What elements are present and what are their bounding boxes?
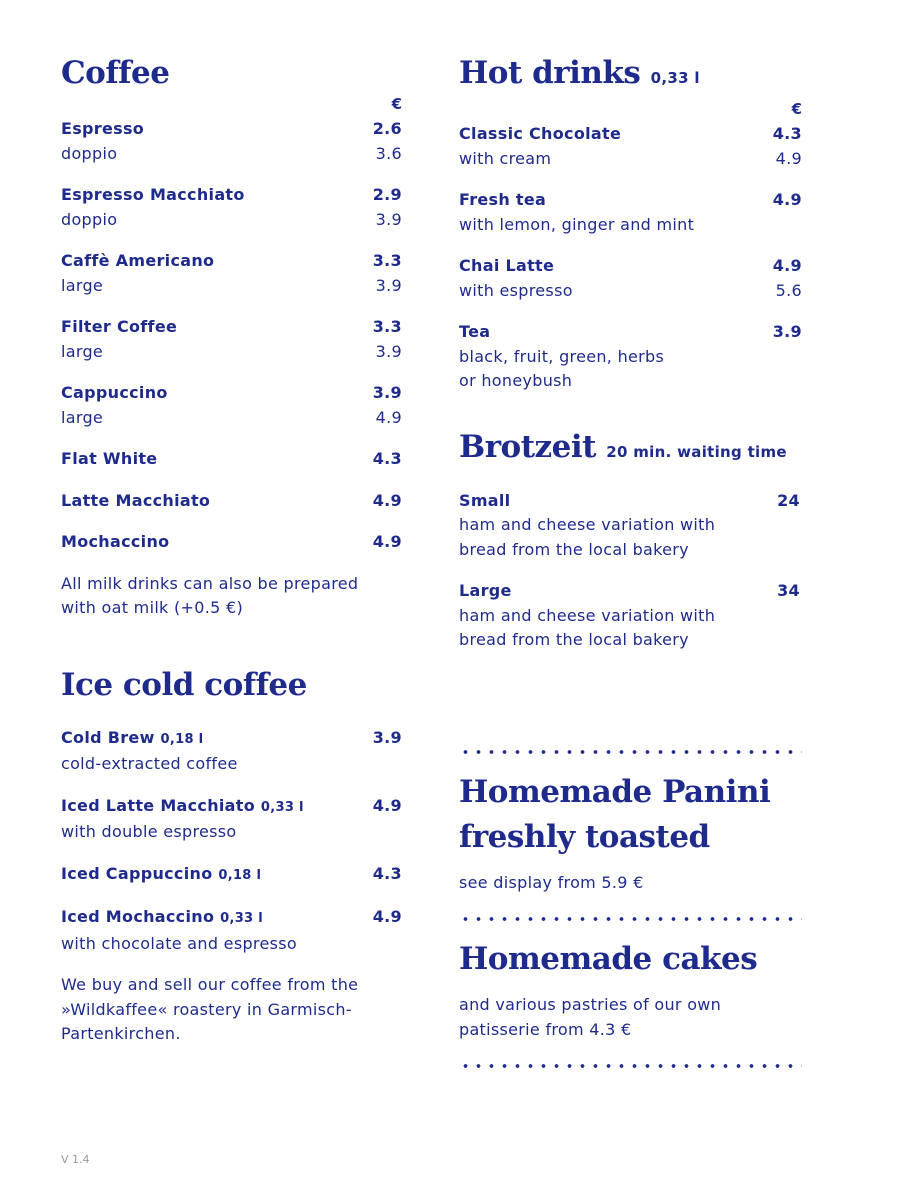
hot-drinks-currency-header: € — [791, 100, 802, 118]
menu-item-volume: 0,33 l — [260, 799, 304, 815]
menu-item-sub-price: 3.9 — [375, 209, 402, 229]
menu-item-name-text: Caffè Americano — [61, 251, 215, 270]
menu-item-desc: with double espresso — [61, 822, 237, 841]
menu-item-name — [61, 447, 157, 472]
menu-item-sub-row — [459, 279, 802, 304]
menu-item-price: 3.9 — [372, 383, 402, 402]
menu-item-name-text: Mochaccino — [61, 532, 170, 551]
menu-item-sub-row — [459, 213, 802, 238]
menu-item-name-text: Fresh tea — [459, 190, 547, 209]
menu-item-volume: 0,33 l — [220, 911, 263, 926]
menu-item-sub: large — [61, 407, 104, 427]
menu-item-desc: with chocolate and espresso — [61, 933, 297, 953]
note-line: Partenkirchen. — [61, 1024, 181, 1043]
menu-item-row — [459, 579, 802, 604]
menu-item-name — [61, 117, 144, 142]
menu-item-name — [459, 489, 510, 514]
hot-drinks-title-text: Hot drinks — [459, 55, 641, 91]
right-column — [459, 52, 802, 670]
note-line: »Wildkaffee« roastery in Garmisch- — [61, 999, 352, 1019]
menu-item-name — [61, 381, 168, 406]
menu-item-name-text: Iced Cappuccino — [61, 863, 213, 883]
menu-item-desc-row — [459, 538, 802, 563]
menu-item-price: 2.9 — [372, 185, 402, 204]
menu-item-sub-row — [61, 142, 402, 167]
cakes-desc — [459, 993, 802, 1042]
menu-item-desc-row — [61, 820, 402, 845]
menu-item-sub: large — [61, 275, 104, 295]
menu-item-sub: with espresso — [459, 280, 573, 300]
dotted-divider — [459, 1064, 802, 1068]
hot-drinks-volume: 0,33 l — [650, 69, 700, 87]
menu-item-desc-row — [61, 932, 402, 957]
menu-item-sub: with cream — [459, 148, 552, 168]
menu-item-desc: cold-extracted coffee — [61, 754, 238, 773]
menu-item-sub-row — [61, 406, 402, 431]
menu-item-desc: ham and cheese variation with — [459, 605, 716, 625]
menu-item-name — [61, 530, 169, 555]
menu-item-row — [61, 117, 402, 142]
coffee-currency-header: € — [391, 95, 402, 113]
menu-item-row — [61, 794, 402, 821]
panini-section — [459, 770, 802, 896]
menu-item-desc: ham and cheese variation with — [459, 515, 716, 534]
menu-item-name — [61, 862, 261, 889]
menu-item — [61, 905, 402, 956]
menu-item — [61, 530, 402, 555]
menu-item-row — [61, 381, 402, 406]
menu-item — [459, 320, 802, 394]
menu-item-name — [459, 122, 621, 147]
menu-item-name-text: Cappuccino — [61, 383, 168, 402]
menu-item-row — [61, 249, 402, 274]
oat-milk-note — [61, 572, 402, 621]
menu-item-price: 4.9 — [372, 907, 402, 926]
menu-item-row — [61, 315, 402, 340]
menu-item-row — [61, 726, 402, 753]
menu-item-price: 4.9 — [772, 256, 802, 275]
menu-item-row — [61, 489, 402, 514]
coffee-list — [61, 117, 402, 555]
menu-item-name — [61, 249, 214, 274]
menu-item — [459, 254, 802, 303]
ice-cold-title: Ice cold coffee — [61, 666, 307, 703]
menu-item-price: 4.9 — [772, 190, 802, 209]
menu-item-sub-price: 5.6 — [775, 280, 802, 300]
menu-item-sub-row — [61, 208, 402, 233]
hot-drinks-title — [459, 52, 802, 99]
menu-item — [61, 489, 402, 514]
menu-item-name-text: Cold Brew — [61, 727, 155, 747]
menu-item — [61, 726, 402, 777]
menu-item-price: 4.3 — [772, 124, 802, 143]
menu-item-desc: bread from the local bakery — [459, 539, 689, 559]
menu-item — [61, 447, 402, 472]
menu-item-price: 4.9 — [372, 532, 402, 551]
menu-item-name — [61, 794, 304, 821]
menu-item-sub-price: 3.9 — [375, 275, 402, 295]
menu-item-price: 24 — [777, 490, 800, 510]
menu-item-desc-row — [459, 513, 802, 538]
menu-item-desc: bread from the local bakery — [459, 630, 689, 649]
menu-item — [61, 183, 402, 232]
menu-item — [459, 579, 802, 653]
menu-item-sub-row — [459, 147, 802, 172]
menu-item-sub-row — [61, 274, 402, 299]
menu-item-price: 3.9 — [772, 322, 802, 341]
menu-item-price: 4.9 — [372, 490, 402, 510]
menu-item-name-text: Filter Coffee — [61, 317, 178, 336]
menu-item-sub: large — [61, 341, 104, 361]
menu-item-row — [61, 530, 402, 555]
menu-item-name — [61, 315, 177, 340]
menu-item-volume: 0,18 l — [160, 731, 204, 747]
menu-item-sub-price: 4.9 — [375, 407, 402, 427]
cakes-desc-line: patisserie from 4.3 € — [459, 1019, 632, 1039]
note-line: We buy and sell our coffee from the — [61, 975, 359, 994]
menu-item-name — [459, 320, 490, 345]
coffee-title: Coffee — [61, 55, 170, 91]
hot-drinks-list — [459, 122, 802, 394]
menu-item — [61, 117, 402, 166]
menu-item — [61, 794, 402, 845]
menu-item-row — [459, 320, 802, 345]
panini-title-line: freshly toasted — [459, 819, 710, 855]
menu-item-name — [61, 183, 245, 208]
menu-item-sub-price: 4.9 — [775, 148, 802, 168]
note-line: with oat milk (+0.5 €) — [61, 598, 244, 617]
brotzeit-list — [459, 489, 802, 653]
note-line: All milk drinks can also be prepared — [61, 573, 359, 593]
menu-item-price: 3.9 — [372, 727, 402, 747]
ice-cold-list — [61, 726, 402, 957]
menu-item-sub: black, fruit, green, herbs — [459, 346, 665, 366]
menu-item — [459, 122, 802, 171]
menu-item-name-text: Large — [459, 581, 512, 600]
version-label: V 1.4 — [61, 1153, 90, 1166]
menu-item-sub: doppio — [61, 209, 118, 229]
left-column — [61, 52, 402, 1047]
menu-item — [459, 489, 802, 563]
menu-item-price: 3.3 — [372, 317, 402, 336]
cakes-section — [459, 938, 802, 1042]
menu-item-sub-row — [459, 345, 802, 370]
menu-item-sub: with lemon, ginger and mint — [459, 214, 695, 234]
menu-item-price: 4.3 — [372, 863, 402, 883]
menu-item-price: 4.3 — [372, 449, 402, 468]
menu-item-sub: doppio — [61, 143, 118, 163]
menu-item-name — [61, 905, 263, 932]
menu-item — [61, 862, 402, 889]
menu-item-row — [459, 254, 802, 279]
menu-item-name — [459, 579, 512, 604]
menu-item-name-text: Iced Mochaccino — [61, 907, 215, 926]
menu-item-row — [459, 489, 802, 514]
menu-item-desc-row — [61, 752, 402, 777]
menu-item-name-text: Espresso Macchiato — [61, 185, 245, 204]
menu-item — [459, 188, 802, 237]
menu-item-name — [61, 489, 210, 514]
menu-item-name-text: Chai Latte — [459, 256, 555, 275]
dotted-divider — [459, 917, 802, 921]
menu-item-volume: 0,18 l — [218, 867, 262, 883]
menu-item-row — [61, 183, 402, 208]
menu-item — [61, 315, 402, 364]
menu-item-desc-row — [459, 628, 802, 653]
dotted-divider — [459, 750, 802, 754]
menu-item-name — [459, 254, 554, 279]
menu-item-sub-row — [61, 340, 402, 365]
brotzeit-title — [459, 426, 802, 473]
menu-item-sub: or honeybush — [459, 371, 573, 390]
menu-item-row — [459, 188, 802, 213]
menu-item-sub-price: 3.9 — [375, 341, 402, 361]
menu-item-sub-price: 3.6 — [375, 143, 402, 163]
menu-item-price: 3.3 — [372, 251, 402, 270]
menu-item-price: 34 — [777, 581, 800, 600]
panini-title-line: Homemade Panini — [459, 774, 771, 810]
panini-desc: see display from 5.9 € — [459, 873, 644, 892]
menu-item — [61, 381, 402, 430]
menu-item-sub-row — [459, 369, 802, 394]
menu-item-name-text: Tea — [459, 322, 491, 341]
menu-item-price: 2.6 — [372, 119, 402, 138]
menu-item-name-text: Latte Macchiato — [61, 490, 211, 510]
menu-item-name — [459, 188, 546, 213]
menu-item-name-text: Classic Chocolate — [459, 124, 622, 143]
menu-item — [61, 249, 402, 298]
menu-item-name-text: Flat White — [61, 449, 158, 468]
menu-item-name — [61, 726, 203, 753]
menu-item-row — [459, 122, 802, 147]
brotzeit-title-text: Brotzeit — [459, 428, 596, 465]
menu-item-row — [61, 905, 402, 932]
cakes-desc-line: and various pastries of our own — [459, 995, 722, 1014]
menu-item-row — [61, 447, 402, 472]
cakes-title: Homemade cakes — [459, 941, 758, 977]
menu-item-desc-row — [459, 604, 802, 629]
roastery-note — [61, 973, 402, 1047]
menu-item-price: 4.9 — [372, 795, 402, 815]
brotzeit-subtitle: 20 min. waiting time — [606, 442, 787, 461]
menu-item-name-text: Iced Latte Macchiato — [61, 795, 256, 815]
menu-item-row — [61, 862, 402, 889]
menu-item-name-text: Small — [459, 490, 511, 510]
menu-item-name-text: Espresso — [61, 119, 145, 138]
